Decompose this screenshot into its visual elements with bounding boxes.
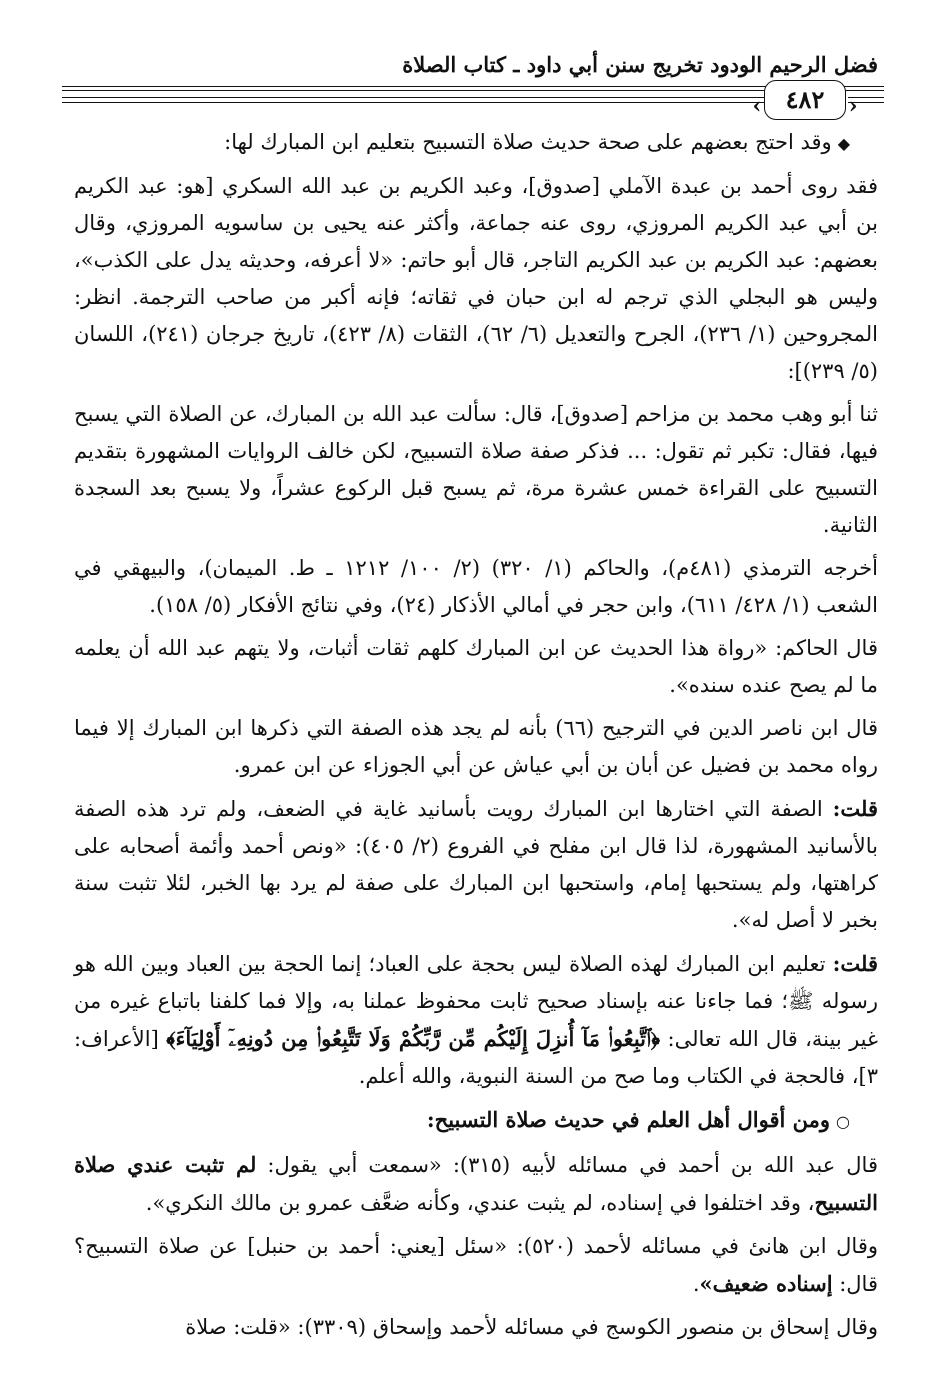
paragraph-text: الصفة التي اختارها ابن المبارك رويت بأسانيد غاية في الضعف، ولم ترد هذه الصفة بالأسانيد المشهورة، لذا قال ابن مفلح في الفروع (٢/ ٤٠٥): «ونص أحمد وأئمة أصحابه على كراهتها، ولم يستحبها إمام، واستحبها ابن المبارك على صفة لم يرد بها الخبر، لئلا تثبت سنة بخبر لا أصل له». — [74, 797, 878, 932]
paragraph — [74, 396, 878, 544]
ornament-chevron-right-icon: ‹ — [848, 93, 858, 119]
paragraph — [74, 1309, 878, 1346]
paragraph-text: وقال ابن هانئ في مسائله لأحمد (٥٢٠): «سئل [يعني: أحمد بن حنبل] عن صلاة التسبيح؟ قال: — [74, 1234, 879, 1296]
paragraph-text: وقال إسحاق بن منصور الكوسج في مسائله لأحمد وإسحاق (٣٣٠٩): «قلت: صلاة — [185, 1315, 878, 1339]
quran-verse: ﴿ٱتَّبِعُوا۟ مَآ أُنزِلَ إِلَيْكُم مِّن رَّبِّكُمْ وَلَا تَتَّبِعُوا۟ مِن دُونِهِۦٓ أَوْلِيَآءَ﴾ — [166, 1026, 661, 1051]
paragraph-text: ثنا أبو وهب محمد بن مزاحم [صدوق]، قال: سألت عبد الله بن المبارك، عن الصلاة التي يسبح فيها، فقال: تكبر ثم تقول: ... فذكر صفة صلاة التسبيح، لكن خالف الروايات المشهورة بتقديم التسبيح على القراءة خمس عشرة مرة، ثم يسبح قبل الركوع عشراً، ولا يسبح بعد السجدة الثانية. — [74, 402, 878, 537]
emphasis-text: لم تثبت عندي صلاة التسبيح — [74, 1152, 878, 1215]
ornament-chevron-left-icon: › — [752, 93, 762, 119]
paragraph-text: فقد روى أحمد بن عبدة الآملي [صدوق]، وعبد الكريم بن عبد الله السكري [هو: عبد الكريم بن أبي عبد الكريم المروزي، روى عنه جماعة، وأكثر عنه يحيى بن ساسويه المروزي، وقال بعضهم: عبد الكريم بن عبد الكريم التاجر، قال أبو حاتم: «لا أعرفه، وحديثه يدل على الكذب»، وليس هو البجلي الذي ترجم له ابن حبان في ثقاته؛ فإنه أكبر من صاحب الترجمة. انظر: المجروحين (١/ ٢٣٦)، الجرح والتعديل (٦/ ٦٢)، الثقات (٨/ ٤٢٣)، تاريخ جرجان (٢٤١)، اللسان (٥/ ٢٣٩)]: — [74, 174, 879, 383]
paragraph-text: قال الحاكم: «رواة هذا الحديث عن ابن المبارك كلهم ثقات أثبات، ولا يتهم عبد الله أن يعلمه ما لم يصح عنده سنده». — [74, 636, 878, 697]
paragraph-text: تعليم ابن المبارك لهذه الصلاة ليس بحجة على العباد؛ إنما الحجة بين العباد وبين الله هو رسوله ﷺ؛ فما جاءنا عنه بإسناد صحيح ثابت محفوظ عملنا به، وإلا فما كلفنا باتباع غيره من غير بينة، قال الله تعالى: — [74, 952, 878, 1051]
diamond-bullet-icon: ◆ — [837, 134, 850, 153]
paragraph — [74, 124, 878, 162]
section-heading-text: ومن أقوال أهل العلم في حديث صلاة التسبيح: — [426, 1107, 831, 1132]
paragraph-text: وقد احتج بعضهم على صحة حديث صلاة التسبيح بتعليم ابن المبارك لها: — [224, 130, 832, 154]
header-rule — [62, 86, 884, 87]
paragraph-tail: [الأعراف: ٣]، فالحجة في الكتاب وما صح من السنة النبوية، والله أعلم. — [74, 1027, 878, 1088]
paragraph — [74, 550, 878, 624]
page-number: ٤٨٢ — [785, 85, 825, 114]
paragraph-text: قال ابن ناصر الدين في الترجيح (٦٦) بأنه لم يجد هذه الصفة التي ذكرها ابن المبارك إلا فيما رواه محمد بن فضيل عن أبان بن أبي عياش عن أبي الجوزاء عن ابن عمرو. — [74, 716, 878, 777]
emphasis-text: إسناده ضعيف» — [699, 1271, 833, 1296]
paragraph — [74, 1228, 878, 1303]
circle-bullet-icon: ○ — [836, 1112, 850, 1131]
paragraph-lead: قلت: — [832, 796, 878, 821]
page-body — [74, 124, 878, 1352]
paragraph — [74, 1146, 878, 1222]
section-heading — [74, 1101, 878, 1140]
paragraph-lead: قلت: — [832, 951, 878, 976]
paragraph — [74, 710, 878, 784]
header-rule-thin — [62, 90, 884, 91]
page-number-ornament — [752, 80, 858, 120]
paragraph — [74, 630, 878, 704]
paragraph — [74, 945, 878, 1095]
paragraph-text: قال عبد الله بن أحمد في مسائله لأبيه (٣١٥): «سمعت أبي يقول: — [256, 1153, 878, 1177]
paragraph-text: أخرجه الترمذي (٤٨١م)، والحاكم (١/ ٣٢٠) (٢/ ١٠٠/ ١٢١٢ ـ ط. الميمان)، والبيهقي في الشعب (١/ ٤٢٨/ ٦١١)، وابن حجر في أمالي الأذكار (٢٤)، وفي نتائج الأفكار (٥/ ١٥٨). — [74, 556, 878, 617]
paragraph-tail: . — [692, 1272, 700, 1296]
paragraph — [74, 790, 878, 939]
paragraph — [74, 168, 878, 390]
running-header-title: فضل الرحيم الودود تخريج سنن أبي داود ـ كتاب الصلاة — [402, 52, 878, 77]
page-number-left-double-line — [62, 95, 824, 107]
paragraph-tail: ، وقد اختلفوا في إسناده، لم يثبت عندي، وكأنه ضعَّف عمرو بن مالك النكري». — [145, 1191, 815, 1215]
